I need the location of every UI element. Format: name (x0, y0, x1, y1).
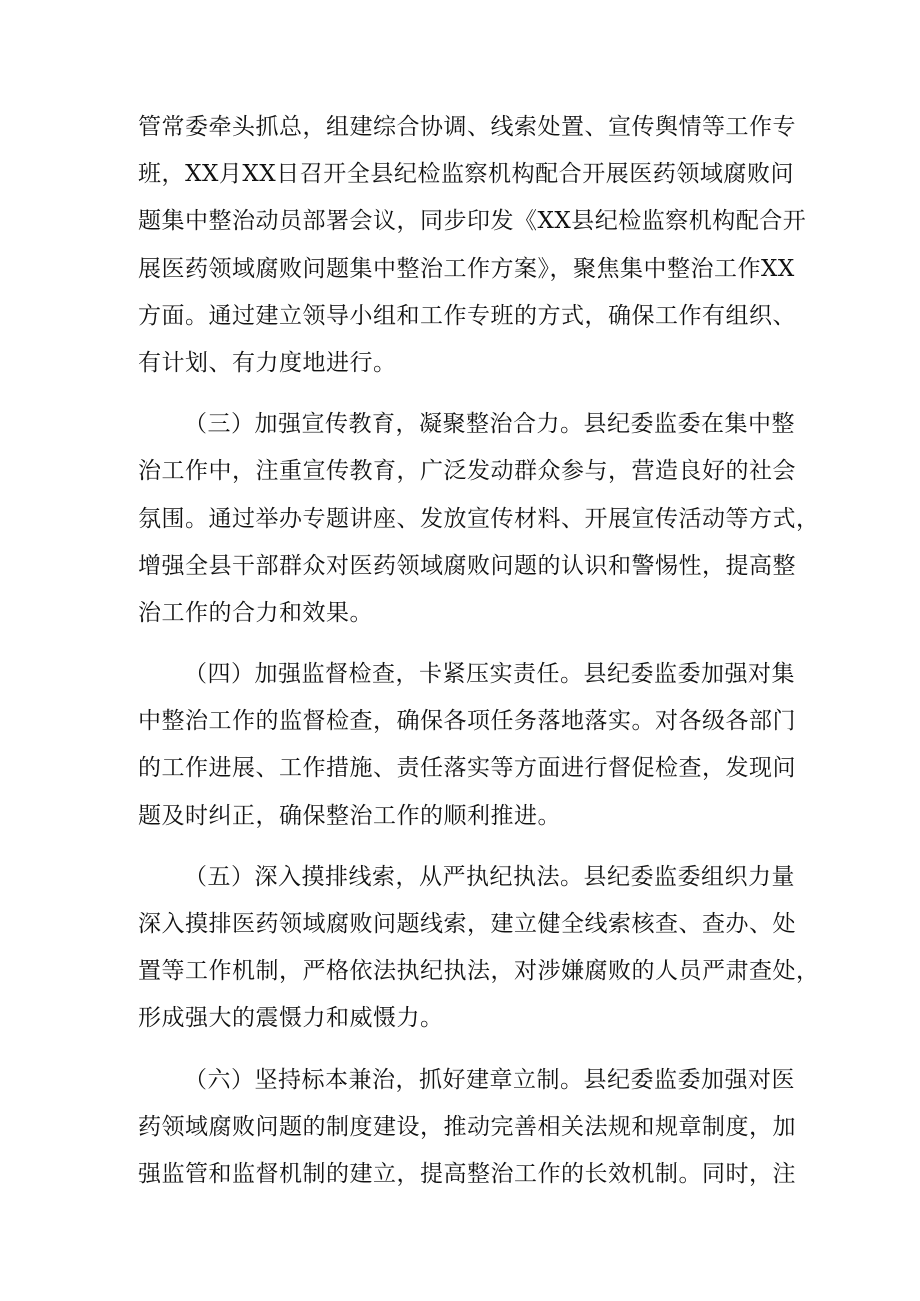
text-line: 展医药领域腐败问题集中整治工作方案》，聚焦集中整治工作XX (138, 255, 795, 282)
text-line: 题及时纠正，确保整治工作的顺利推进。 (138, 802, 561, 829)
text-line: 增强全县干部群众对医药领域腐败问题的认识和警惕性，提高整 (138, 552, 796, 579)
text-line: 治工作的合力和效果。 (138, 599, 373, 626)
paragraph-section-4 (138, 651, 794, 840)
text-line: 深入摸排医药领域腐败问题线索，建立健全线索核查、查办、处 (138, 911, 796, 937)
text-line: 方面。通过建立领导小组和工作专班的方式，确保工作有组织、 (138, 302, 796, 329)
text-line: 药领域腐败问题的制度建设，推动完善相关法规和规章制度，加 (138, 1113, 796, 1140)
text-line: 置等工作机制，严格依法执纪执法，对涉嫌腐败的人员严肃查处， (138, 958, 820, 985)
paragraph-gap (138, 637, 794, 651)
section-heading-line: （三）加强宣传教育，凝聚整治合力。县纪委监委在集中整 (184, 411, 795, 438)
text-line: 的工作进展、工作措施、责任落实等方面进行督促检查，发现问 (138, 755, 796, 782)
section-heading-line: （五）深入摸排线索，从严执纪执法。县纪委监委组织力量 (184, 863, 795, 890)
text-line: 管常委牵头抓总，组建综合协调、线索处置、宣传舆情等工作专 (138, 114, 796, 140)
text-line: 中整治工作的监督检查，确保各项任务落地落实。对各级各部门 (138, 708, 796, 735)
text-line: 氛围。通过举办专题讲座、发放宣传材料、开展宣传活动等方式， (138, 505, 820, 532)
section-heading-line: （六）坚持标本兼治，抓好建章立制。县纪委监委加强对医 (184, 1066, 795, 1093)
text-line: 强监管和监督机制的建立，提高整治工作的长效机制。同时，注 (138, 1160, 796, 1187)
paragraph-section-5 (138, 854, 820, 1043)
paragraph-intro-continued (138, 104, 807, 387)
paragraph-section-6 (138, 1057, 794, 1199)
paragraph-section-3 (138, 401, 820, 637)
section-heading-line: （四）加强监督检查，卡紧压实责任。县纪委监委加强对集 (184, 661, 795, 688)
paragraph-gap (138, 1043, 794, 1057)
text-line: 形成强大的震慑力和威慑力。 (138, 1005, 444, 1032)
text-line: 有计划、有力度地进行。 (138, 349, 397, 376)
paragraph-gap (138, 387, 794, 401)
paragraph-gap (138, 840, 794, 854)
text-line: 题集中整治动员部署会议，同步印发《XX县纪检监察机构配合开 (138, 208, 807, 235)
document-page (138, 104, 820, 1198)
text-line: 治工作中，注重宣传教育，广泛发动群众参与，营造良好的社会 (138, 458, 796, 485)
text-line: 班，XX月XX日召开全县纪检监察机构配合开展医药领域腐败问 (138, 161, 794, 188)
